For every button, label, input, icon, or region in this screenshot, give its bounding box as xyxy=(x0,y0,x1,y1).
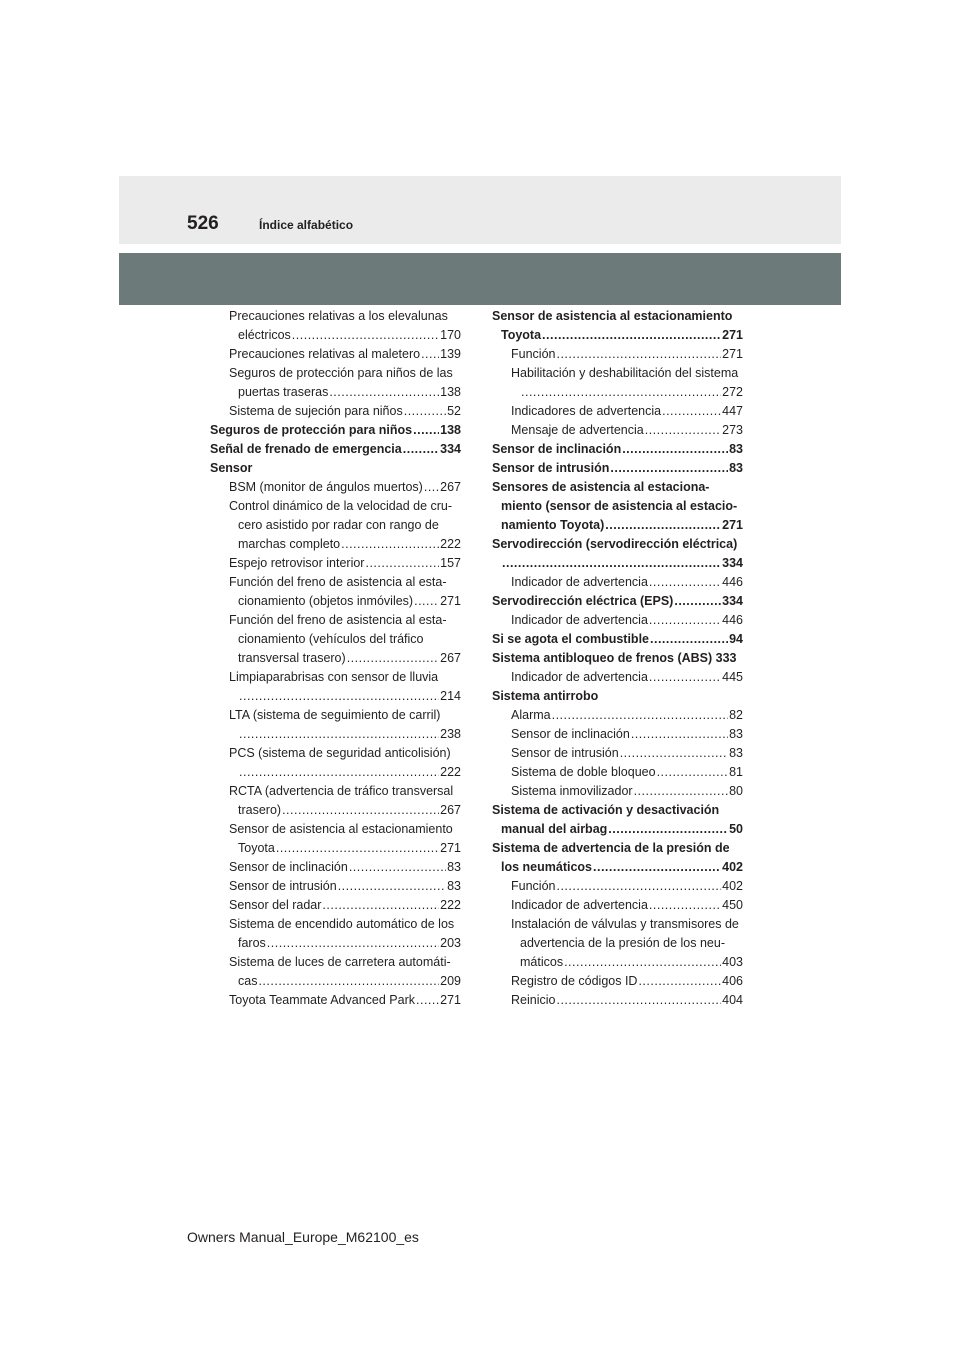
index-subentry xyxy=(210,915,461,934)
entry-text: Sensor de inclinación xyxy=(229,860,348,874)
page-ref: 222 xyxy=(440,765,461,779)
page-ref: 139 xyxy=(440,347,461,361)
dot-leader xyxy=(649,668,721,687)
dot-leader xyxy=(608,820,728,839)
index-entry xyxy=(492,459,743,478)
index-subentry xyxy=(492,915,743,934)
index-entry xyxy=(492,326,743,345)
dot-leader xyxy=(610,459,728,478)
entry-text: Indicador de advertencia xyxy=(511,898,648,912)
page-ref: 334 xyxy=(722,556,743,570)
page-ref: 222 xyxy=(440,537,461,551)
page-ref: 170 xyxy=(440,328,461,342)
entry-text: Si se agota el combustible xyxy=(492,632,649,646)
page-ref: 83 xyxy=(447,879,461,893)
page-ref: 83 xyxy=(729,727,743,741)
entry-text: Sistema inmovilizador xyxy=(511,784,633,798)
entry-text: Sistema de advertencia de la presión de xyxy=(492,841,730,855)
index-subentry xyxy=(492,345,743,364)
dot-leader xyxy=(662,402,721,421)
index-subentry xyxy=(210,801,461,820)
entry-text: máticos xyxy=(520,955,564,969)
index-entry xyxy=(492,497,743,516)
entry-text: Sensor de intrusión xyxy=(229,879,337,893)
dot-leader xyxy=(650,630,728,649)
index-subentry xyxy=(210,573,461,592)
entry-text: Limpiaparabrisas con sensor de lluvia xyxy=(229,670,439,684)
entry-text: Precauciones relativas a los elevalunas xyxy=(229,309,448,323)
dot-leader xyxy=(657,763,729,782)
index-subentry xyxy=(492,402,743,421)
index-subentry xyxy=(492,877,743,896)
index-column-right xyxy=(492,307,743,1010)
entry-text: Mensaje de advertencia xyxy=(511,423,644,437)
dot-leader xyxy=(542,326,721,345)
entry-text: Indicador de advertencia xyxy=(511,613,648,627)
index-subentry xyxy=(210,858,461,877)
dot-leader xyxy=(347,649,439,668)
page-ref: 271 xyxy=(440,993,461,1007)
entry-text: Sensor de asistencia al estacionamiento xyxy=(229,822,453,836)
page-ref: 267 xyxy=(440,803,461,817)
dot-leader xyxy=(322,896,439,915)
dot-leader xyxy=(674,592,721,611)
entry-text: Sistema antibloqueo de frenos (ABS) 333 xyxy=(492,651,737,665)
entry-text: Registro de códigos ID xyxy=(511,974,638,988)
dot-leader xyxy=(329,383,439,402)
entry-text: LTA (sistema de seguimiento de carril) xyxy=(229,708,441,722)
page-ref: 402 xyxy=(722,860,743,874)
entry-text: eléctricos xyxy=(238,328,291,342)
entry-text: Indicador de advertencia xyxy=(511,575,648,589)
entry-text: Sensor del radar xyxy=(229,898,322,912)
index-subentry xyxy=(210,991,461,1010)
index-subentry xyxy=(210,516,461,535)
page-ref: 273 xyxy=(722,423,743,437)
dot-leader xyxy=(521,383,721,402)
entry-text: Toyota xyxy=(501,328,542,342)
dot-leader xyxy=(638,972,721,991)
index-entry xyxy=(492,554,743,573)
entry-text: advertencia de la presión de los neu- xyxy=(520,936,725,950)
entry-text: PCS (sistema de seguridad anticolisión) xyxy=(229,746,451,760)
entry-text: Habilitación y deshabilitación del sistema xyxy=(511,366,739,380)
entry-text: trasero) xyxy=(238,803,282,817)
entry-text: Señal de frenado de emergencia xyxy=(210,442,402,456)
entry-text: Sensores de asistencia al estaciona- xyxy=(492,480,710,494)
entry-text: manual del airbag xyxy=(501,822,608,836)
index-entry xyxy=(210,440,461,459)
index-subentry xyxy=(210,383,461,402)
index-entry xyxy=(492,630,743,649)
page-ref: 271 xyxy=(722,347,743,361)
entry-text: los neumáticos xyxy=(501,860,592,874)
dot-leader xyxy=(502,554,721,573)
dot-leader xyxy=(341,535,439,554)
page-ref: 209 xyxy=(440,974,461,988)
index-entry xyxy=(492,307,743,326)
page-ref: 450 xyxy=(722,898,743,912)
index-subentry xyxy=(210,687,461,706)
index-entry xyxy=(210,459,461,478)
page-ref: 446 xyxy=(722,613,743,627)
index-subentry xyxy=(210,611,461,630)
dot-leader xyxy=(239,725,439,744)
page-ref: 403 xyxy=(722,955,743,969)
entry-text: miento (sensor de asistencia al estacio- xyxy=(501,499,738,513)
index-subentry xyxy=(210,877,461,896)
dot-leader xyxy=(649,611,721,630)
entry-text: Función del freno de asistencia al esta- xyxy=(229,613,447,627)
entry-text: Indicadores de advertencia xyxy=(511,404,662,418)
index-subentry xyxy=(210,592,461,611)
page-ref: 83 xyxy=(729,442,743,456)
dot-leader xyxy=(258,972,439,991)
entry-text: Sensor de inclinación xyxy=(492,442,622,456)
page-ref: 267 xyxy=(440,651,461,665)
index-column-left xyxy=(210,307,461,1010)
entry-text: Sistema antirrobo xyxy=(492,689,599,703)
dot-leader xyxy=(556,345,721,364)
entry-text: Seguros de protección para niños xyxy=(210,423,413,437)
entry-text: Sistema de encendido automático de los xyxy=(229,917,455,931)
entry-text: cero asistido por radar con rango de xyxy=(238,518,439,532)
index-subentry xyxy=(210,972,461,991)
page-ref: 138 xyxy=(440,423,461,437)
dot-leader xyxy=(349,858,446,877)
dot-leader xyxy=(424,478,439,497)
entry-text: Precauciones relativas al maletero xyxy=(229,347,421,361)
entry-text: Sensor de intrusión xyxy=(511,746,619,760)
dot-leader xyxy=(282,801,439,820)
index-subentry xyxy=(210,497,461,516)
dot-leader xyxy=(414,592,439,611)
page-ref: 138 xyxy=(440,385,461,399)
page-ref: 82 xyxy=(729,708,743,722)
index-subentry xyxy=(210,326,461,345)
entry-text: Alarma xyxy=(511,708,551,722)
index-subentry xyxy=(210,782,461,801)
index-subentry xyxy=(210,630,461,649)
page-ref: 447 xyxy=(722,404,743,418)
dot-leader xyxy=(552,706,729,725)
index-subentry xyxy=(492,782,743,801)
entry-text: Función xyxy=(511,879,556,893)
index-entry xyxy=(492,478,743,497)
index-subentry xyxy=(492,991,743,1010)
index-subentry xyxy=(492,934,743,953)
index-entry xyxy=(492,858,743,877)
entry-text: Instalación de válvulas y transmisores de xyxy=(511,917,739,931)
dot-leader xyxy=(634,782,729,801)
dot-leader xyxy=(413,421,439,440)
page-ref: 445 xyxy=(722,670,743,684)
entry-text: Sensor de intrusión xyxy=(492,461,610,475)
dot-leader xyxy=(649,896,721,915)
index-subentry xyxy=(210,820,461,839)
dot-leader xyxy=(649,573,721,592)
index-subentry xyxy=(210,402,461,421)
entry-text: Función xyxy=(511,347,556,361)
index-entry xyxy=(492,820,743,839)
index-subentry xyxy=(492,421,743,440)
dot-leader xyxy=(416,991,439,1010)
dot-leader xyxy=(292,326,439,345)
index-subentry xyxy=(210,953,461,972)
entry-text: transversal trasero) xyxy=(238,651,346,665)
page-ref: 222 xyxy=(440,898,461,912)
entry-text: puertas traseras xyxy=(238,385,329,399)
page-ref: 83 xyxy=(729,461,743,475)
index-entry xyxy=(492,440,743,459)
dot-leader xyxy=(403,440,439,459)
entry-text: Sensor xyxy=(210,461,253,475)
index-entry xyxy=(492,592,743,611)
index-subentry xyxy=(210,839,461,858)
index-subentry xyxy=(210,307,461,326)
dot-leader xyxy=(338,877,446,896)
page-ref: 50 xyxy=(729,822,743,836)
entry-text: Indicador de advertencia xyxy=(511,670,648,684)
index-subentry xyxy=(210,554,461,573)
entry-text: Sistema de sujeción para niños xyxy=(229,404,403,418)
index-subentry xyxy=(492,668,743,687)
page-ref: 271 xyxy=(440,594,461,608)
index-subentry xyxy=(210,345,461,364)
dot-leader xyxy=(605,516,721,535)
entry-text: Seguros de protección para niños de las xyxy=(229,366,453,380)
entry-text: Control dinámico de la velocidad de cru- xyxy=(229,499,453,513)
dot-leader xyxy=(365,554,439,573)
page-ref: 402 xyxy=(722,879,743,893)
index-subentry xyxy=(210,364,461,383)
entry-text: cionamiento (objetos inmóviles) xyxy=(238,594,414,608)
dot-leader xyxy=(631,725,728,744)
index-subentry xyxy=(492,706,743,725)
section-title: Índice alfabético xyxy=(259,218,354,232)
page-ref: 271 xyxy=(722,518,743,532)
dot-leader xyxy=(564,953,721,972)
index-subentry xyxy=(492,725,743,744)
index-subentry xyxy=(492,573,743,592)
page-ref: 83 xyxy=(447,860,461,874)
dot-leader xyxy=(276,839,439,858)
entry-text: Toyota xyxy=(238,841,275,855)
index-entry xyxy=(492,649,743,668)
title-band xyxy=(119,253,841,305)
entry-text: Función del freno de asistencia al esta- xyxy=(229,575,447,589)
dot-leader xyxy=(620,744,728,763)
entry-text: cionamiento (vehículos del tráfico xyxy=(238,632,424,646)
dot-leader xyxy=(556,991,721,1010)
page-number: 526 xyxy=(187,213,219,234)
page-ref: 238 xyxy=(440,727,461,741)
dot-leader xyxy=(421,345,439,364)
entry-text: Servodirección (servodirección eléctrica) xyxy=(492,537,738,551)
entry-text: BSM (monitor de ángulos muertos) xyxy=(229,480,423,494)
index-subentry xyxy=(210,725,461,744)
index-subentry xyxy=(210,744,461,763)
entry-text: Reinicio xyxy=(511,993,556,1007)
entry-text: marchas completo xyxy=(238,537,341,551)
index-subentry xyxy=(492,364,743,383)
footer-text: Owners Manual_Europe_M62100_es xyxy=(187,1229,419,1245)
index-entry xyxy=(492,801,743,820)
index-subentry xyxy=(210,535,461,554)
entry-text: Sensor de asistencia al estacionamiento xyxy=(492,309,733,323)
page-ref: 94 xyxy=(729,632,743,646)
header-band xyxy=(119,176,841,244)
dot-leader xyxy=(622,440,728,459)
index-subentry xyxy=(210,706,461,725)
entry-text: Espejo retrovisor interior xyxy=(229,556,365,570)
dot-leader xyxy=(239,687,439,706)
entry-text: namiento Toyota) xyxy=(501,518,605,532)
index-entry xyxy=(492,535,743,554)
index-subentry xyxy=(210,478,461,497)
entry-text: Sistema de luces de carretera automáti- xyxy=(229,955,451,969)
entry-text: RCTA (advertencia de tráfico transversal xyxy=(229,784,454,798)
entry-text: Sensor de inclinación xyxy=(511,727,630,741)
entry-text: Sistema de doble bloqueo xyxy=(511,765,656,779)
entry-text: cas xyxy=(238,974,258,988)
index-subentry xyxy=(492,611,743,630)
entry-text: Servodirección eléctrica (EPS) xyxy=(492,594,674,608)
page-ref: 267 xyxy=(440,480,461,494)
index-entry xyxy=(210,421,461,440)
page-ref: 83 xyxy=(729,746,743,760)
index-entry xyxy=(492,687,743,706)
page-ref: 203 xyxy=(440,936,461,950)
index-entry xyxy=(492,516,743,535)
page-ref: 52 xyxy=(447,404,461,418)
entry-text: Sistema de activación y desactivación xyxy=(492,803,720,817)
dot-leader xyxy=(404,402,446,421)
page-ref: 446 xyxy=(722,575,743,589)
page-ref: 80 xyxy=(729,784,743,798)
page-ref: 334 xyxy=(722,594,743,608)
dot-leader xyxy=(267,934,439,953)
index-subentry xyxy=(492,383,743,402)
page-ref: 214 xyxy=(440,689,461,703)
index-subentry xyxy=(492,972,743,991)
index-subentry xyxy=(492,896,743,915)
index-subentry xyxy=(210,896,461,915)
page-ref: 272 xyxy=(722,385,743,399)
index-subentry xyxy=(210,934,461,953)
index-subentry xyxy=(492,953,743,972)
index-entry xyxy=(492,839,743,858)
page-ref: 334 xyxy=(440,442,461,456)
dot-leader xyxy=(239,763,439,782)
dot-leader xyxy=(645,421,721,440)
page-ref: 271 xyxy=(722,328,743,342)
entry-text: Toyota Teammate Advanced Park xyxy=(229,993,415,1007)
page-ref: 404 xyxy=(722,993,743,1007)
index-subentry xyxy=(492,744,743,763)
page-ref: 406 xyxy=(722,974,743,988)
index-subentry xyxy=(210,763,461,782)
page-ref: 81 xyxy=(729,765,743,779)
page-ref: 271 xyxy=(440,841,461,855)
index-subentry xyxy=(210,668,461,687)
index-subentry xyxy=(210,649,461,668)
page-ref: 157 xyxy=(440,556,461,570)
dot-leader xyxy=(593,858,721,877)
index-subentry xyxy=(492,763,743,782)
dot-leader xyxy=(556,877,721,896)
entry-text: faros xyxy=(238,936,266,950)
